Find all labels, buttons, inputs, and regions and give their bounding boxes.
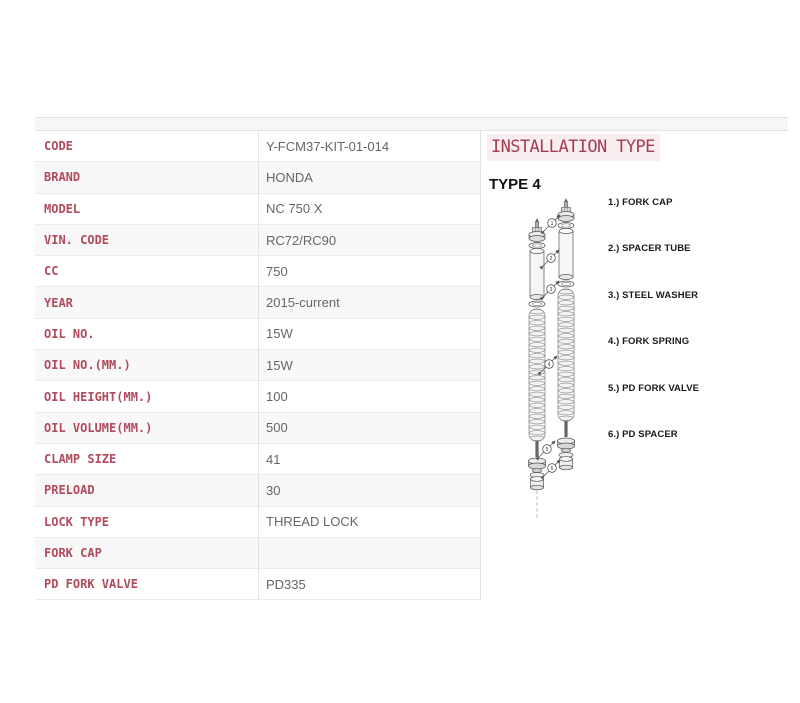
installation-type-4-label: TYPE 4: [489, 176, 541, 193]
row-label: OIL NO.: [35, 319, 259, 349]
callout-1: [548, 219, 557, 228]
row-value: 30: [266, 482, 281, 498]
row-value: 15W: [266, 326, 293, 342]
row-value: THREAD LOCK: [266, 514, 359, 530]
row-value: PD335: [266, 576, 306, 592]
table-row: [35, 538, 480, 569]
row-value: 15W: [266, 357, 293, 373]
table-row: [35, 444, 480, 475]
callout-4: [545, 360, 554, 369]
legend-item-pd-spacer: 6.) PD SPACER: [608, 429, 678, 440]
spec-table: [35, 131, 481, 600]
row-value: 750: [266, 263, 288, 279]
row-label: OIL VOLUME(MM.): [35, 413, 259, 443]
table-row: [35, 381, 480, 412]
svg-text:1: 1: [550, 220, 554, 227]
row-label: BRAND: [35, 162, 259, 192]
row-label: OIL HEIGHT(MM.): [35, 381, 259, 411]
row-value: 500: [266, 420, 288, 436]
fork-assembly-right: [558, 198, 575, 470]
row-label: MODEL: [35, 194, 259, 224]
row-label: CLAMP SIZE: [35, 444, 259, 474]
row-label: CC: [35, 256, 259, 286]
table-row: [35, 350, 480, 381]
row-label: OIL NO.(MM.): [35, 350, 259, 380]
legend-item-pd-fork-valve: 5.) PD FORK VALVE: [608, 383, 700, 394]
legend-item-fork-spring: 4.) FORK SPRING: [608, 336, 690, 347]
table-row: [35, 194, 480, 225]
svg-text:2: 2: [549, 255, 553, 262]
legend-item-steel-washer: 3.) STEEL WASHER: [608, 290, 699, 301]
row-label: PD FORK VALVE: [35, 569, 259, 599]
callout-2: [547, 254, 556, 263]
table-row: [35, 256, 480, 287]
table-row: [35, 225, 480, 256]
row-label: VIN. CODE: [35, 225, 259, 255]
row-label: YEAR: [35, 287, 259, 317]
table-row: [35, 287, 480, 318]
callout-6: [548, 464, 557, 473]
callout-5: [543, 445, 552, 454]
row-label: CODE: [35, 131, 259, 161]
row-value: NC 750 X: [266, 201, 323, 217]
table-row: [35, 507, 480, 538]
table-row: [35, 413, 480, 444]
row-value: [259, 538, 480, 568]
svg-text:5: 5: [545, 446, 549, 453]
svg-text:3: 3: [549, 286, 553, 293]
table-row: [35, 475, 480, 506]
table-row: [35, 131, 480, 162]
svg-text:6: 6: [550, 465, 554, 472]
table-header-band: [35, 117, 788, 131]
row-value: RC72/RC90: [266, 232, 337, 248]
legend-item-spacer-tube: 2.) SPACER TUBE: [608, 243, 691, 254]
row-label: PRELOAD: [35, 475, 259, 505]
fork-exploded-diagram: [489, 190, 617, 525]
legend-item-fork-cap: 1.) FORK CAP: [608, 197, 673, 208]
row-value: 41: [266, 451, 281, 467]
row-label: LOCK TYPE: [35, 507, 259, 537]
row-value: HONDA: [266, 169, 313, 185]
callout-3: [547, 285, 556, 294]
row-value: 2015-current: [266, 295, 340, 311]
table-row: [35, 319, 480, 350]
row-label: FORK CAP: [35, 538, 259, 568]
table-row: [35, 569, 480, 600]
row-value: 100: [266, 389, 288, 405]
row-value: Y-FCM37-KIT-01-014: [266, 138, 390, 154]
installation-type-header: INSTALLATION TYPE: [487, 134, 660, 161]
table-row: [35, 162, 480, 193]
svg-text:4: 4: [547, 361, 551, 368]
